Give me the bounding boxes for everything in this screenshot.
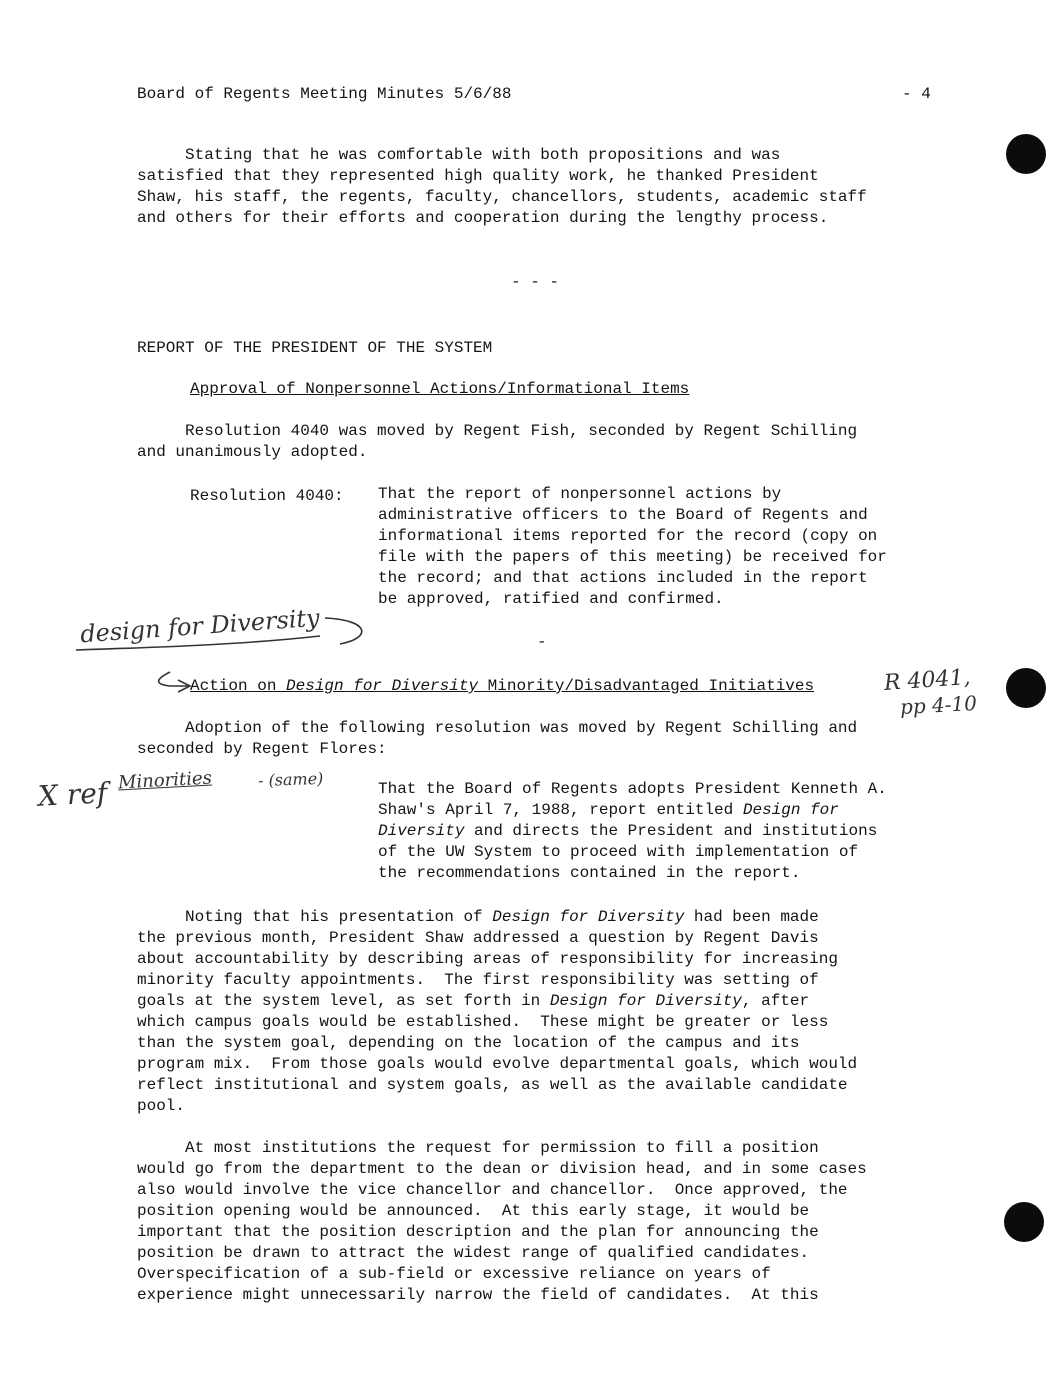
italic-title: Design for <box>742 801 839 819</box>
text-run: Noting that his presentation of <box>137 908 493 926</box>
text-run: had been made <box>684 908 819 926</box>
handwritten-note-resolution: R 4041, <box>883 665 972 696</box>
text-line: about accountability by describing areas of responsibility for increasing <box>137 950 838 968</box>
italic-title: Design for Diversity <box>492 908 685 926</box>
text-line: minority faculty appointments. The first responsibility was setting of <box>137 971 819 989</box>
handwritten-note-design: design for Diversity <box>79 603 321 649</box>
handwritten-note-minorities: Minorities <box>117 767 213 794</box>
text-line: the recommendations contained in the report. <box>378 864 801 882</box>
handwritten-note-xref: X ref <box>37 776 108 813</box>
text-line: file with the papers of this meeting) be received for <box>378 548 887 566</box>
text-line: which campus goals would be established. These might be greater or less <box>137 1013 829 1031</box>
subheading-italic-title: Design for Diversity <box>286 677 479 695</box>
text-line: Resolution 4040 was moved by Regent Fish, seconded by Regent Schilling <box>137 422 858 440</box>
text-run: Shaw's April 7, 1988, report entitled <box>378 801 743 819</box>
punch-hole-icon <box>1006 668 1046 708</box>
text-line: and others for their efforts and cooperation during the lengthy process. <box>137 209 829 227</box>
dash-mark: - <box>537 633 547 651</box>
text-line: satisfied that they represented high quality work, he thanked President <box>137 167 819 185</box>
text-run: , after <box>741 992 810 1010</box>
text-line: reflect institutional and system goals, as well as the available candidate <box>137 1076 848 1094</box>
text-line: administrative officers to the Board of Regents and <box>378 506 868 524</box>
text-line: also would involve the vice chancellor and chancellor. Once approved, the <box>137 1181 848 1199</box>
text-line: Overspecification of a sub-field or excessive reliance on years of <box>137 1265 771 1283</box>
text-line <box>378 821 948 842</box>
punch-hole-icon <box>1006 134 1046 174</box>
text-line: Shaw, his staff, the regents, faculty, chancellors, students, academic staff <box>137 188 867 206</box>
text-line: the previous month, President Shaw addressed a question by Regent Davis <box>137 929 819 947</box>
subheading-nonpersonnel: Approval of Nonpersonnel Actions/Informational Items <box>190 380 690 398</box>
text-line: the record; and that actions included in the report <box>378 569 868 587</box>
paragraph-thanks <box>137 145 937 229</box>
text-line <box>137 907 937 928</box>
text-line: seconded by Regent Flores: <box>137 740 387 758</box>
text-line: experience might unnecessarily narrow the field of candidates. At this <box>137 1286 819 1304</box>
text-line: position be drawn to attract the widest range of qualified candidates. <box>137 1244 810 1262</box>
resolution-4040-text <box>378 484 938 610</box>
text-run: goals at the system level, as set forth in <box>137 992 550 1010</box>
text-line: and unanimously adopted. <box>137 443 368 461</box>
resolution-label: Resolution 4040: <box>190 487 344 505</box>
text-line: of the UW System to proceed with implementation of <box>378 843 859 861</box>
page-header-title: Board of Regents Meeting Minutes 5/6/88 <box>137 85 512 103</box>
text-run: and directs the President and institutions <box>464 822 878 840</box>
paragraph-resolution-4040-moved <box>137 421 937 463</box>
subheading-design-for-diversity <box>190 676 814 697</box>
text-line <box>137 991 937 1012</box>
text-line: than the system goal, depending on the location of the campus and its <box>137 1034 800 1052</box>
punch-hole-icon <box>1004 1202 1044 1242</box>
resolution-4041-text <box>378 779 948 884</box>
section-separator: - - - <box>511 273 560 291</box>
italic-title: Design for Diversity <box>549 992 742 1010</box>
text-line: informational items reported for the record (copy on <box>378 527 878 545</box>
text-line: program mix. From those goals would evolve departmental goals, which would <box>137 1055 858 1073</box>
paragraph-accountability <box>137 907 937 1117</box>
page-number: - 4 <box>902 85 931 103</box>
text-line: Adoption of the following resolution was moved by Regent Schilling and <box>137 719 858 737</box>
text-line: pool. <box>137 1097 186 1115</box>
text-line: That the Board of Regents adopts President Kenneth A. <box>378 780 887 798</box>
italic-title: Diversity <box>378 822 465 840</box>
text-line <box>378 800 948 821</box>
text-line: position opening would be announced. At this early stage, it would be <box>137 1202 810 1220</box>
text-line: important that the position description and the plan for announcing the <box>137 1223 819 1241</box>
subheading-suffix: Minority/Disadvantaged Initiatives <box>478 677 815 695</box>
handwritten-note-same: - (same) <box>257 768 324 791</box>
text-line: That the report of nonpersonnel actions by <box>378 485 782 503</box>
text-line: Stating that he was comfortable with both propositions and was <box>137 146 781 164</box>
handwritten-note-pages: pp 4-10 <box>899 691 978 719</box>
text-line: At most institutions the request for permission to fill a position <box>137 1139 819 1157</box>
subheading-prefix: Action on <box>190 677 287 695</box>
text-line: would go from the department to the dean or division head, and in some cases <box>137 1160 867 1178</box>
paragraph-position-process <box>137 1138 937 1306</box>
text-line: be approved, ratified and confirmed. <box>378 590 724 608</box>
paragraph-adoption-moved <box>137 718 937 760</box>
section-heading: REPORT OF THE PRESIDENT OF THE SYSTEM <box>137 339 493 357</box>
